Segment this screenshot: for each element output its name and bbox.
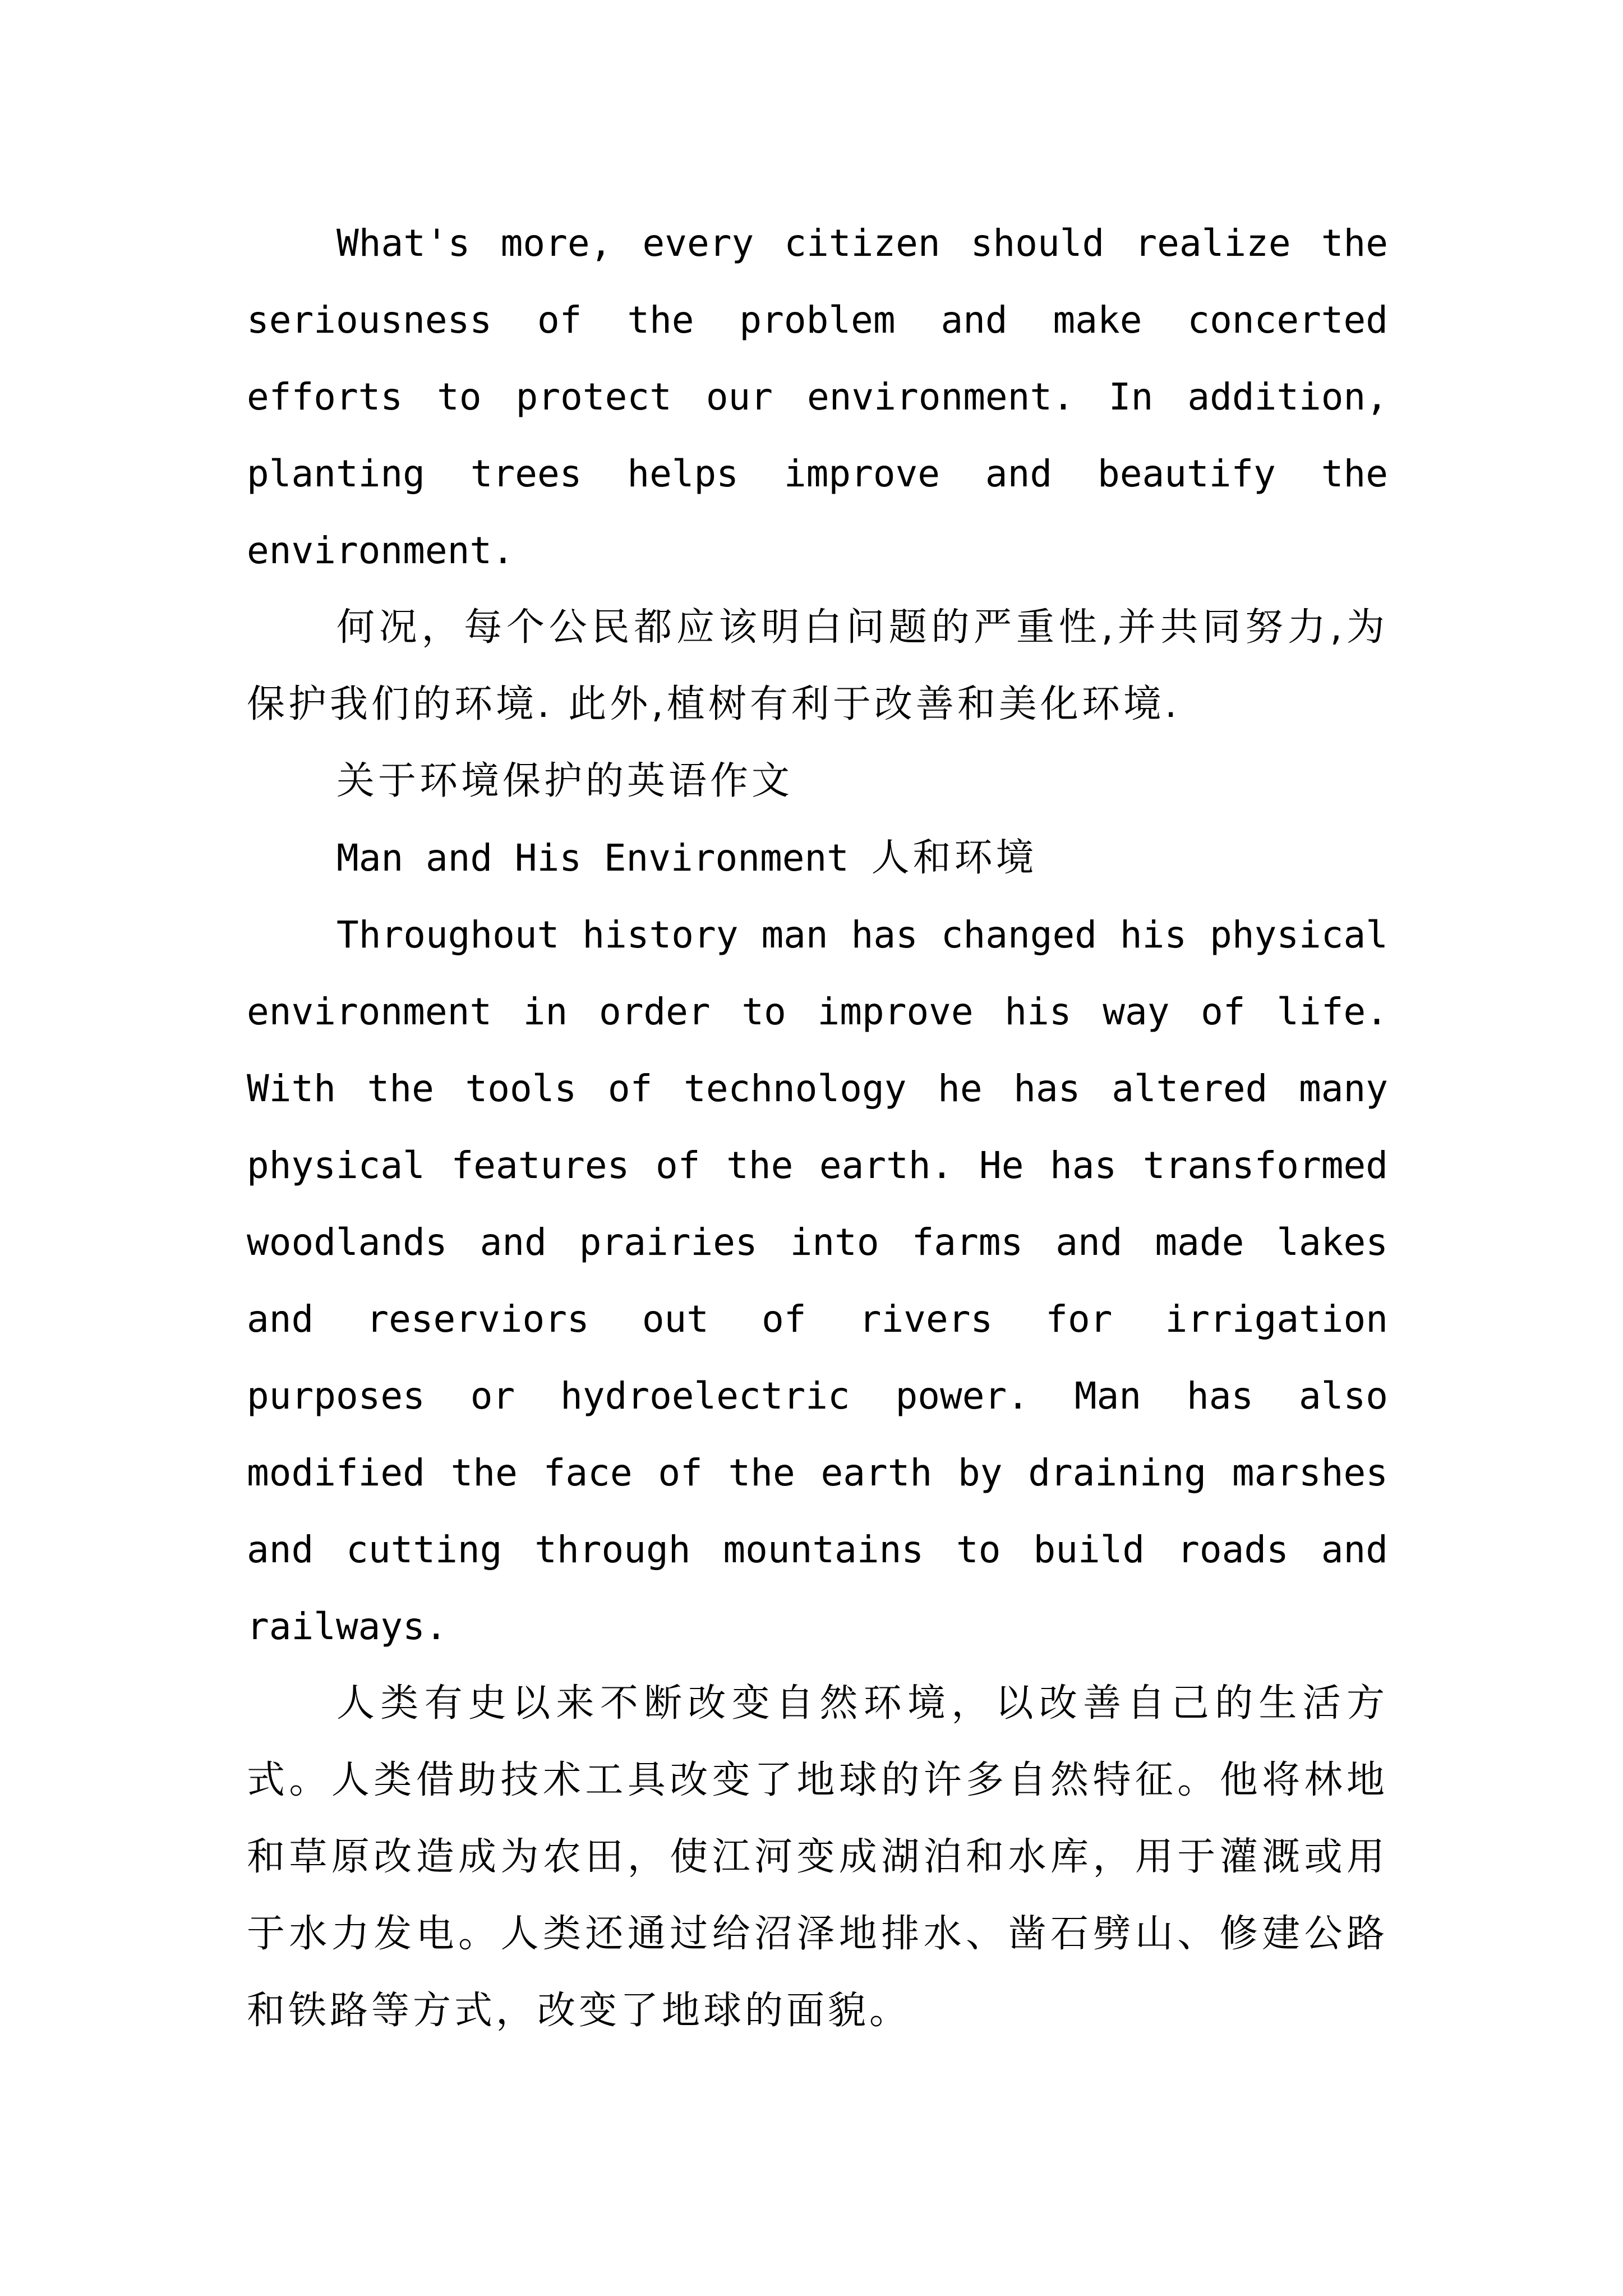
paragraph-english-essay: Throughout history man has changed his physical environment in order to improve his way of life. With the tools of technology he has altered many physical features of the earth. He has transformed woodlands and prairies into farms and made lakes and reserviors out of rivers for irrigation purposes or hydroelectric power. Man has also modified the face of the earth by draining marshes and cutting through mountains to build roads and railways. bbox=[247, 913, 1388, 1648]
essay-title-chinese: 人和环境 bbox=[871, 836, 1038, 880]
essay-title bbox=[247, 820, 1388, 896]
paragraph-english-intro: What's more, every citizen should realize the seriousness of the problem and make concerted efforts to protect our environment. In addition, planting trees helps improve and beautify the environment. bbox=[247, 222, 1388, 572]
paragraph-chinese-intro: 何况，每个公民都应该明白问题的严重性,并共同努力,为保护我们的环境. 此外,植树有利于改善和美化环境. bbox=[247, 605, 1388, 726]
document-body bbox=[247, 205, 1388, 2049]
section-title: 关于环境保护的英语作文 bbox=[336, 759, 794, 803]
paragraph-chinese-essay: 人类有史以来不断改变自然环境，以改善自己的生活方式。人类借助技术工具改变了地球的许多自然特征。他将林地和草原改造成为农田，使江河变成湖泊和水库，用于灌溉或用于水力发电。人类还通过给沼泽地排水、凿石劈山、修建公路和铁路等方式，改变了地球的面貌。 bbox=[247, 1681, 1388, 2033]
essay-title-english: Man and His Environment bbox=[336, 836, 849, 880]
